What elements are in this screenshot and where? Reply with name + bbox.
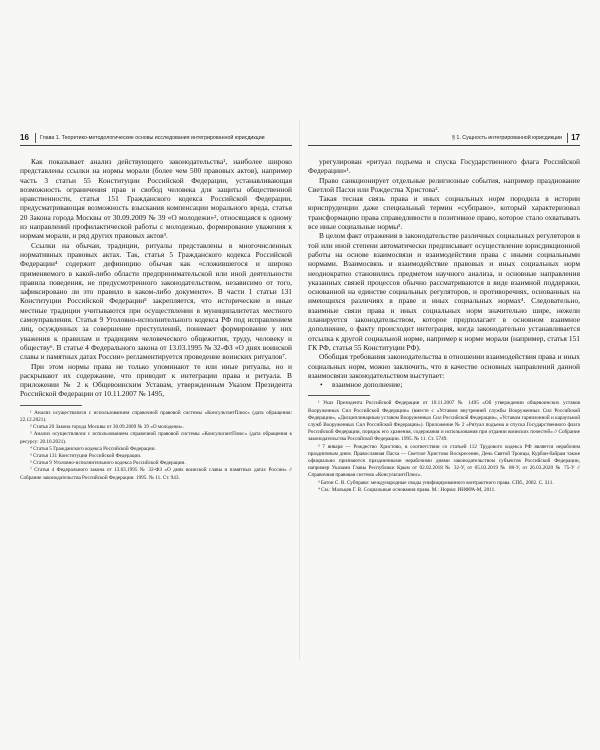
paragraph: В целом факт отражения в законодательстве различных социальных регуляторов в той или иной степени автоматически предписывает осуществление юрисдикционной работы на основе взаимосвязи и взаимодействия права с иными социальными нормами. Взаимосвязь и взаимодействие правовых и иных социальных норм неоднократно становились предметом научного анализа, и основные направления указанных связей процессов обычно рассматриваются в виде взаимной поддержки, основанной на единстве социальных регуляторов, и противоречиях, основанных на имеющихся различиях в праве и иных социальных нормах⁴. Следовательно, взаимные связи права и иных социальных норм значительно шире, нежели планируется законодательством, которое предполагает в основном взаимное дополнение, о факту происходит интеграция, когда законодательно устанавливается отсылка к другой социальной норме, например к норме морали (например, статья 151 ГК РФ, статья 55 Конституции РФ). — [308, 231, 580, 352]
paragraph: Ссылки на обычаи, традиции, ритуалы представлены в многочисленных нормативных правовых актах. Так, статья 5 Гражданского кодекса Российской Федерации⁴ содержит дефиницию обычая как «сложившегося и широко применяемого в какой-либо области предпринимательской или иной деятельности правила поведения, не предусмотренного законодательством, независимо от того, зафиксировано ли это правило в каком-либо документе». В части 1 статьи 131 Конституции Российской Федерации⁵ закрепляется, что исторические и иные местные традиции учитываются при осуществлении в муниципалитетах местного самоуправления. Статья 9 Уголовно-исполнительного кодекса РФ под исправлением лиц, осужденных за совершение преступлений, понимает формирование у них уважения к правилам и традициям человеческого общежития, труду, человеку и обществу⁶. В статье 4 Федерального закона от 13.03.1995 № 32-ФЗ «О днях воинской славы и памятных датах России» регламентируется проведение воинских ритуалов⁷. — [20, 240, 292, 362]
footnote-separator — [308, 395, 370, 396]
left-page — [20, 132, 292, 652]
paragraph: Обобщая требования законодательства в отношении взаимодействия права и иных социальных норм, можно заключить, что в качестве основных направлений данной взаимосвязи законодательством выступает: — [308, 352, 580, 380]
paragraph: урегулирован «ритуал подъема и спуска Государственного флага Российской Федерации»¹. — [308, 157, 580, 176]
right-page-header — [308, 132, 580, 146]
bullet-item: • взаимное дополнение; — [308, 380, 580, 389]
paragraph: При этом нормы права не только упоминают те или иные ритуалы, но и раскрывают их содержание, что приводит к интеграции права и ритуала. В приложении № 2 к Общевоинским Уставам, утвержденным Указом Президента Российской Федерации от 10.11.2007 № 1495, — [20, 361, 292, 399]
footnote: ¹ Анализ осуществлялся с использованием справочной правовой системы «КонсультантПлюс» (дата обращения: 22.12.2021). — [20, 409, 292, 423]
footnote: ² Статья 20 Закона города Москвы от 30.09.2009 № 39 «О молодежи». — [30, 424, 184, 431]
paragraph: Право санкционирует отдельные религиозные события, например празднование Светлой Пасхи или Рождества Христова². — [308, 175, 580, 194]
footnote: ³ Анализ осуществлялся с использованием справочной правовой системы «КонсультантПлюс» (дата обращения к ресурсу: 20.10.2021). — [20, 431, 292, 445]
page-number: 17 — [571, 133, 580, 142]
footnote: ⁴ Статья 5 Гражданского кодекса Российской Федерации. — [30, 445, 156, 452]
footnote: ⁴ См.: Мальцев Г. В. Социальные основания права. М.: Норма: ИНФРА-М, 2011. — [318, 486, 496, 493]
footnote: ² 7 января — Рождество Христово, в соответствии со статьей 112 Трудового кодекса РФ является нерабочим праздничным днем. Православная Пасха — Светлое Христово Воскресение, День Святой Троицы, Курбан-байрам также официально признаются праздничными нерабочими днями законодательством субъектов Российской Федерации, например Указами Главы Республики Крым от 02.02.2018 № 32-У, от 05.03.2019 № 88-У, от 26.03.2020 № 75-У // Справочная правовая система «КонсультантПлюс». — [308, 443, 580, 479]
header-divider — [567, 133, 568, 143]
footnote: ⁷ Статья 4 Федерального закона от 13.03.1995 № 32-ФЗ «О днях воинской славы и памятных датах России» // Собрание законодательства Российской Федерации. 1995. № 11. Ст. 943. — [20, 467, 292, 481]
running-title: § 1. Сущность интегрированной юрисдикции — [451, 135, 562, 141]
right-footnotes — [308, 400, 580, 494]
page-number: 16 — [20, 133, 29, 142]
left-footnotes — [20, 410, 292, 482]
right-page — [308, 132, 580, 652]
left-body-text — [20, 157, 292, 399]
right-body-text — [308, 157, 580, 389]
footnote: ³ Батон С. В. Субправо: международные своды унифицированного контрактного права. СПб., 2002. С. 311. — [318, 479, 554, 486]
footnote: ⁵ Статья 131 Конституции Российской Федерации. — [30, 452, 142, 459]
footnote-separator — [20, 405, 82, 406]
header-divider — [35, 133, 36, 143]
page-gutter — [299, 120, 300, 660]
paragraph: Как показывает анализ действующего законодательства¹, наиболее широко представлены ссылки на нормы морали (более чем 500 правовых актов), например часть 3 статьи 55 Конституции Российской Федерации, устанавливающая возможность ограничения прав и свобод человека для защиты общественной нравственности, статья 151 Гражданского кодекса Российской Федерации, предусматривающая возможность взыскания компенсации морального вреда, статья 20 Закона города Москвы от 30.09.2009 № 39 «О молодежи»², относящаяся к одному из направлений профилактической работы с молодежью, формирование уважения к нормам морали, и ряд других правовых актов³. — [20, 157, 292, 241]
running-title: Глава 1. Теоретико-методологические основы исследования интегрированной юрисдикции — [40, 135, 265, 141]
footnote: ¹ Указ Президента Российской Федерации от 10.11.2007 № 1495 «Об утверждении общевоинских уставов Вооруженных Сил Российской Федерации» (вместе с «Уставом внутренней службы Вооруженных Сил Российской Федерации», «Дисциплинарным уставом Вооруженных Сил Российской Федерации», «Уставом гарнизонной и караульной служб Вооруженных Сил Российской Федерации»). Приложение № 2 «Ритуал подъема и спуска Государственного флага Российской Федерации, порядок его хранения, содержания и использования при отдании воинских почестей» // Собрание законодательства Российской Федерации. 1995. № 11. Ст. 5749. — [308, 400, 580, 443]
left-page-header — [20, 132, 292, 146]
footnote: ⁶ Статья 9 Уголовно-исполнительного кодекса Российской Федерации. — [30, 460, 186, 467]
paragraph: Такая тесная связь права и иных социальных норм породила в истории юриспруденции даже специальный термин «субправо», который характеризовал трансформацию права справедливости в позитивное право, которое стало охватывать все иные социальные нормы³. — [308, 194, 580, 232]
